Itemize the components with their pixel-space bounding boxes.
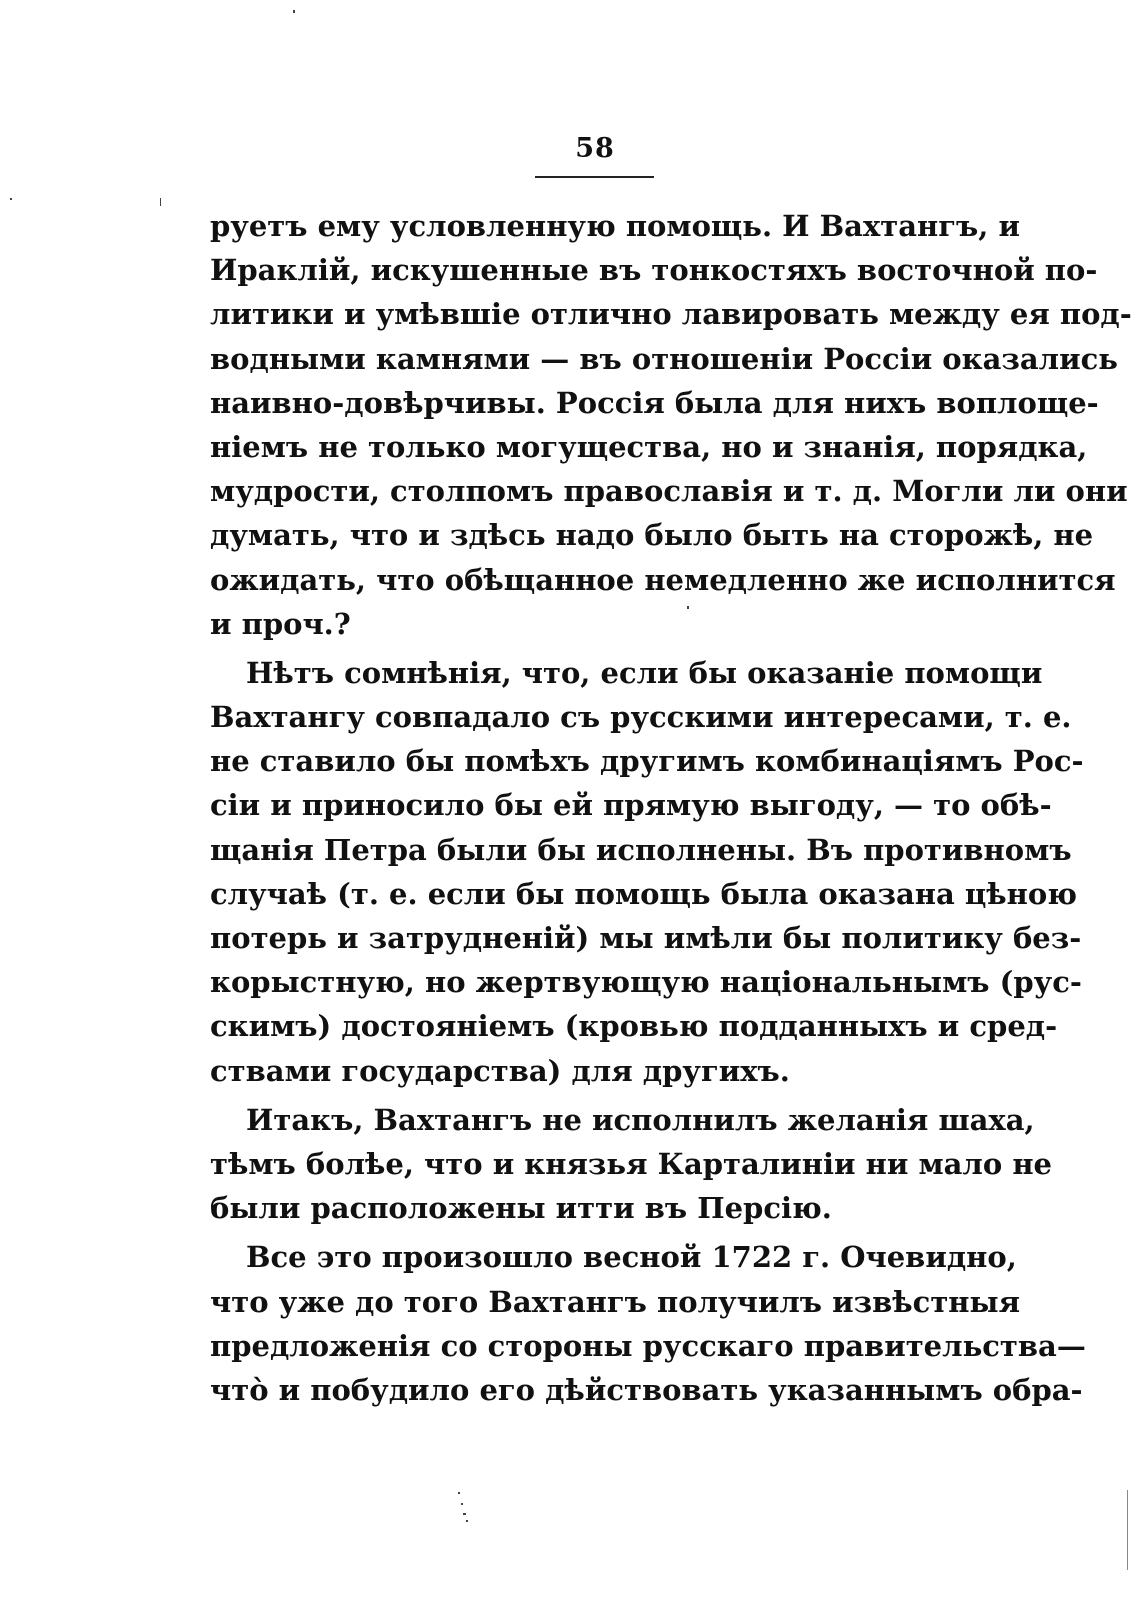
- scan-speck: [461, 1503, 463, 1505]
- body-text: [210, 204, 1132, 1412]
- text-line: наивно-довѣрчивы. Россія была для нихъ воплоще-: [210, 385, 1099, 420]
- paragraph: [210, 1098, 1052, 1231]
- paragraph: [210, 651, 1084, 1093]
- text-line: мудрости, столпомъ православія и т. д. Могли ли они: [210, 474, 1128, 509]
- text-line: что уже до того Вахтангъ получилъ извѣстныя: [210, 1284, 1021, 1319]
- header-rule: [535, 176, 654, 178]
- text-line: Нѣтъ сомнѣнія, что, если бы оказаніе помощи: [246, 655, 1043, 690]
- scan-speck: [466, 1520, 468, 1522]
- text-line: Итакъ, Вахтангъ не исполнилъ желанія шаха,: [246, 1102, 1035, 1137]
- text-line: корыстную, но жертвующую національнымъ (рус-: [210, 965, 1082, 1000]
- text-line: ожидать, что обѣщанное немедленно же исполнится: [210, 562, 1116, 597]
- text-line: тѣмъ болѣе, что и князья Карталиніи ни мало не: [210, 1146, 1052, 1181]
- text-line: не ставило бы помѣхъ другимъ комбинаціямъ Рос-: [210, 744, 1084, 779]
- text-line: Ираклій, искушенные въ тонкостяхъ восточной по-: [210, 253, 1098, 288]
- scan-speck: [293, 10, 295, 13]
- scan-speck: [458, 1492, 460, 1494]
- text-line: потерь и затрудненій) мы имѣли бы политику без-: [210, 921, 1082, 955]
- text-line: руетъ ему условленную помощь. И Вахтангъ, и: [210, 209, 1020, 243]
- text-line: щанія Петра были бы исполнены. Въ противномъ: [210, 832, 1072, 867]
- text-line: Все это произошло весной 1722 г. Очевидно,: [246, 1240, 1017, 1275]
- text-line: сіи и приносило бы ей прямую выгоду, — то обѣ-: [210, 788, 1052, 823]
- text-line: ніемъ не только могущества, но и знанія, порядка,: [210, 429, 1088, 464]
- text-line: и проч.?: [210, 606, 351, 641]
- text-line: что̀ и побудило его дѣйствовать указаннымъ обра-: [210, 1372, 1083, 1407]
- text-line: водными камнями — въ отношеніи Россіи оказались: [210, 341, 1118, 376]
- text-line: скимъ) достояніемъ (кровью подданныхъ и сред-: [210, 1009, 1058, 1044]
- scan-speck: [463, 1513, 466, 1515]
- scan-speck: [10, 198, 12, 200]
- text-line: ствами государства) для другихъ.: [210, 1053, 790, 1088]
- scan-speck: [160, 198, 161, 206]
- text-line: литики и умѣвшіе отлично лавировать между ея под-: [210, 297, 1132, 332]
- scan-speck: [687, 606, 689, 609]
- text-line: Вахтангу совпадало съ русскими интересами, т. е.: [210, 700, 1072, 735]
- text-line: предложенія со стороны русскаго правительства—: [210, 1328, 1086, 1363]
- page-edge: [1127, 1490, 1128, 1570]
- paragraph: [210, 1235, 1086, 1412]
- text-line: случаѣ (т. е. если бы помощь была оказана цѣною: [210, 876, 1077, 911]
- text-line: были расположены итти въ Персію.: [210, 1191, 832, 1226]
- paragraph: [210, 204, 1132, 646]
- text-line: думать, что и здѣсь надо было быть на сторожѣ, не: [210, 518, 1094, 553]
- page-number: 58: [575, 133, 615, 164]
